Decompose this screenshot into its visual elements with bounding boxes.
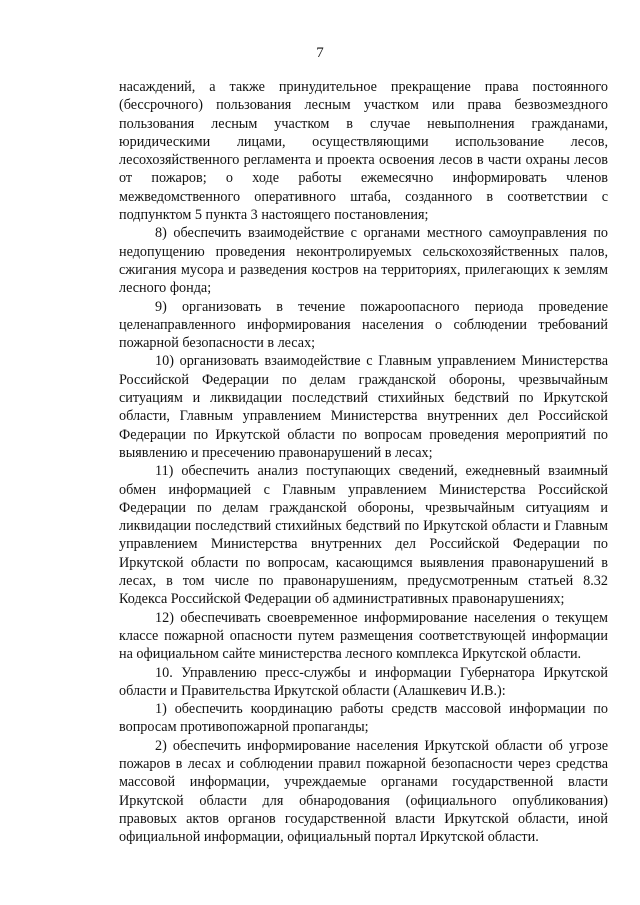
paragraph-item-12: 12) обеспечивать своевременное информирование населения о текущем классе пожарной опасности путем размещения соответствующей информации на официальном сайте министерства лесного комплекса Иркутской области. bbox=[119, 609, 608, 663]
paragraph-section-10-item-2: 2) обеспечить информирование населения Иркутской области об угрозе пожаров в лесах и соблюдении правил пожарной безопасности через средства массовой информации, учреждаемые органами государственной власти Иркутской области для обнародования (официального опубликования) правовых актов органов государственной власти Иркутской области, иной официальной информации, официальный портал Иркутской области. bbox=[119, 737, 608, 846]
paragraph-section-10: 10. Управлению пресс-службы и информации Губернатора Иркутской области и Правительства Иркутской области (Алашкевич И.В.): bbox=[119, 664, 608, 699]
document-body bbox=[119, 78, 608, 846]
paragraph-continuation: насаждений, а также принудительное прекращение права постоянного (бессрочного) пользования лесным участком или права безвозмездного пользования лесным участком в случае невыполнения гражданами, юридическими лицами, осуществляющими использование лесов, лесохозяйственного регламента и проекта освоения лесов в части охраны лесов от пожаров; о ходе работы ежемесячно информировать членов межведомственного оперативного штаба, созданного в соответствии с подпунктом 5 пункта 3 настоящего постановления; bbox=[119, 79, 608, 224]
page-number: 7 bbox=[316, 45, 324, 61]
paragraph-item-8: 8) обеспечить взаимодействие с органами местного самоуправления по недопущению проведения неконтролируемых сельскохозяйственных палов, сжигания мусора и разведения костров на территориях, прилегающих к землям лесного фонда; bbox=[119, 225, 608, 297]
paragraph-section-10-item-1: 1) обеспечить координацию работы средств массовой информации по вопросам противопожарной пропаганды; bbox=[119, 701, 608, 736]
paragraph-item-9: 9) организовать в течение пожароопасного периода проведение целенаправленного информирования населения о соблюдении требований пожарной безопасности в лесах; bbox=[119, 298, 608, 352]
paragraph-item-10: 10) организовать взаимодействие с Главным управлением Министерства Российской Федерации по делам гражданской обороны, чрезвычайным ситуациям и ликвидации последствий стихийных бедствий по Иркутской области, Главным управлением Министерства внутренних дел Российской Федерации по Иркутской области по вопросам проведения мероприятий по выявлению и пресечению правонарушений в лесах; bbox=[119, 353, 608, 461]
paragraph-item-11: 11) обеспечить анализ поступающих сведений, ежедневный взаимный обмен информацией с Главным управлением Министерства Российской Федерации по делам гражданской обороны, чрезвычайным ситуациям и ликвидации последствий стихийных бедствий по Иркутской области и Главным управлением Министерства внутренних дел Российской Федерации по Иркутской области по вопросам, касающимся выявления правонарушений в лесах, в том числе по правонарушениям, предусмотренным статьей 8.32 Кодекса Российской Федерации об административных правонарушениях; bbox=[119, 463, 608, 608]
